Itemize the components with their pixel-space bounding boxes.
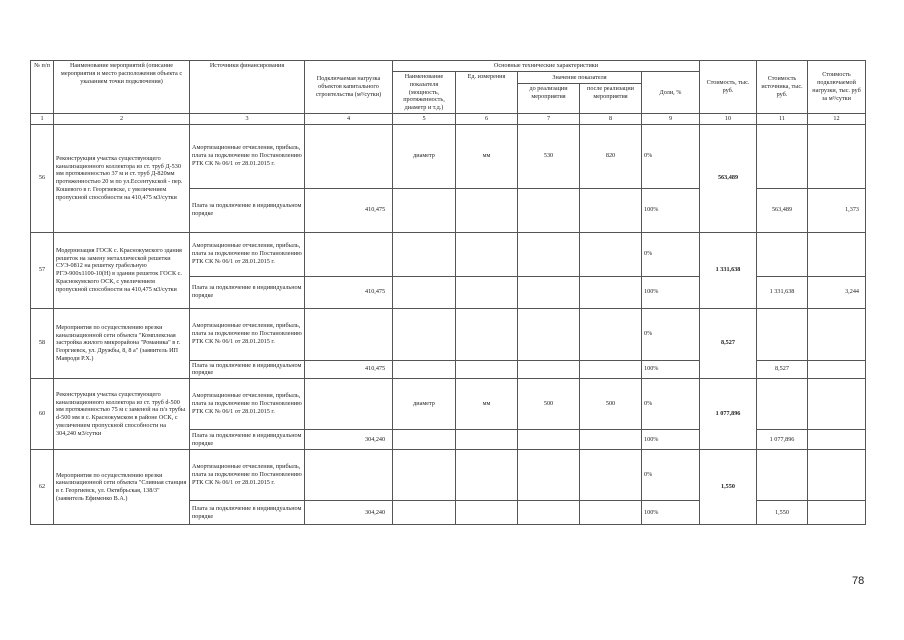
value-before (518, 188, 580, 232)
indicator-unit: мм (456, 124, 518, 188)
value-after (580, 308, 642, 360)
value-after (580, 450, 642, 501)
value-after (580, 501, 642, 525)
share-cell: 100% (642, 188, 700, 232)
source-cost-cell (757, 124, 808, 188)
financing-source: Амортизационные отчисления, прибыль, плата за подключение по Постановлению РТК СК № 06/1 от 28.01.2015 г. (190, 379, 305, 430)
cost-total: 1,550 (700, 450, 757, 525)
indicator-name: диаметр (393, 379, 456, 430)
header-indicator-value: Значение показателя (518, 72, 642, 84)
investment-table (30, 60, 866, 525)
value-after (580, 188, 642, 232)
column-number-cell: 3 (190, 113, 305, 124)
column-number-cell: 8 (580, 113, 642, 124)
column-number-cell: 2 (54, 113, 190, 124)
load-cost: 1,373 (808, 188, 866, 232)
load-cost (808, 360, 866, 379)
load-cell (305, 450, 393, 501)
header-name: Наименование мероприятий (описание мероприятия и место расположения объекта с указанием точки подключения) (54, 61, 190, 114)
measure-description: Модернизация ГОСК с. Краснокумского здания решеток на замену металлической решетки СУЭ-0812 на решетку грабельную РГЭ-900х1100-10(Н) в здании решеток ГОСК с. Краснокумского ОСК, с увеличением пропускной способности на 410,475 м3/сутки (54, 232, 190, 308)
share-cell: 0% (642, 379, 700, 430)
column-number-cell: 4 (305, 113, 393, 124)
indicator-unit (456, 360, 518, 379)
financing-source: Плата за подключение в индивидуальном порядке (190, 360, 305, 379)
cost-total: 563,489 (700, 124, 757, 232)
indicator-name: диаметр (393, 124, 456, 188)
table-row (31, 450, 866, 501)
table-row (31, 308, 866, 360)
table-row (31, 124, 866, 188)
indicator-name (393, 450, 456, 501)
financing-source: Амортизационные отчисления, прибыль, плата за подключение по Постановлению РТК СК № 06/1 от 28.01.2015 г. (190, 124, 305, 188)
share-cell: 0% (642, 124, 700, 188)
source-cost: 1,550 (757, 501, 808, 525)
load-cell (305, 308, 393, 360)
row-number: 58 (31, 308, 54, 379)
load-cost-cell (808, 450, 866, 501)
column-number-cell: 1 (31, 113, 54, 124)
source-cost-cell (757, 450, 808, 501)
load-value: 410,475 (305, 188, 393, 232)
load-cost (808, 430, 866, 450)
source-cost: 1 331,638 (757, 276, 808, 308)
load-cell (305, 379, 393, 430)
value-after (580, 430, 642, 450)
load-cost-cell (808, 379, 866, 430)
value-before (518, 276, 580, 308)
header-cost: Стоимость, тыс. руб. (700, 61, 757, 114)
header-share: Доли, % (642, 72, 700, 114)
value-before (518, 308, 580, 360)
indicator-name (393, 430, 456, 450)
header-load-cost: Стоимость подключаемой нагрузки, тыс. руб за м³/сутки (808, 61, 866, 114)
indicator-unit (456, 450, 518, 501)
header-source-cost: Стоимость источника, тыс. руб. (757, 61, 808, 114)
column-number-cell: 10 (700, 113, 757, 124)
table-row (31, 232, 866, 276)
indicator-name (393, 308, 456, 360)
value-before (518, 450, 580, 501)
load-value: 304,240 (305, 430, 393, 450)
source-cost-cell (757, 308, 808, 360)
measure-description: Мероприятия по осуществлению врезки канализационной сети объекта "Сливная станция в г. Георгиевск, ул. Октябрьская, 138/3" (заявитель Ефименко В.А.) (54, 450, 190, 525)
load-cost-cell (808, 308, 866, 360)
page-number: 78 (852, 575, 865, 587)
row-number: 62 (31, 450, 54, 525)
financing-source: Плата за подключение в индивидуальном порядке (190, 430, 305, 450)
measure-description: Реконструкция участка существующего канализационного коллектора из ст. труб d-500 мм протяженностью 75 м с заменой на п/э трубы d-500 мм в с. Краснокумском в районе ОСК, с увеличением пропускной способности на 304,240 м3/сутки (54, 379, 190, 450)
indicator-name (393, 501, 456, 525)
financing-source: Амортизационные отчисления, прибыль, плата за подключение по Постановлению РТК СК № 06/1 от 28.01.2015 г. (190, 308, 305, 360)
header-after: после реализации мероприятия (580, 83, 642, 113)
header-unit: Ед. измерения (456, 72, 518, 114)
source-cost: 8,527 (757, 360, 808, 379)
load-cell (305, 232, 393, 276)
share-cell: 0% (642, 232, 700, 276)
indicator-unit (456, 232, 518, 276)
value-after (580, 276, 642, 308)
load-value: 410,475 (305, 276, 393, 308)
load-cost (808, 501, 866, 525)
load-cell (305, 124, 393, 188)
header-before: до реализации мероприятия (518, 83, 580, 113)
source-cost: 1 077,896 (757, 430, 808, 450)
header-source: Источники финансирования (190, 61, 305, 114)
source-cost: 563,489 (757, 188, 808, 232)
share-cell: 100% (642, 360, 700, 379)
row-number: 60 (31, 379, 54, 450)
indicator-name (393, 188, 456, 232)
indicator-unit (456, 308, 518, 360)
indicator-unit (456, 276, 518, 308)
value-after (580, 360, 642, 379)
measure-description: Реконструкция участка существующего канализационного коллектора из ст. труб Д-530 мм протяженностью 37 м и ст. труб Д-820мм протяженностью 20 м по ул.Ессентукской - пер. Кошевого в г. Георгиевске, с увеличением пропускной способности на 410,475 м3/сутки (54, 124, 190, 232)
measure-description: Мероприятия по осуществлению врезки канализационной сети объекта "Комплексная застройка жилого микрорайона "Романика" в г. Георгиевск, ул. Дружбы, 8, 8 а" (заявитель ИП Мавроди Р.Х.) (54, 308, 190, 379)
load-value: 410,475 (305, 360, 393, 379)
indicator-name (393, 360, 456, 379)
value-after (580, 232, 642, 276)
value-after: 820 (580, 124, 642, 188)
value-before (518, 232, 580, 276)
indicator-name (393, 232, 456, 276)
financing-source: Плата за подключение в индивидуальном порядке (190, 501, 305, 525)
share-cell: 0% (642, 308, 700, 360)
value-after: 500 (580, 379, 642, 430)
share-cell: 100% (642, 501, 700, 525)
indicator-unit: мм (456, 379, 518, 430)
value-before (518, 501, 580, 525)
table-row (31, 379, 866, 430)
column-number-cell: 11 (757, 113, 808, 124)
value-before (518, 360, 580, 379)
load-value: 304,240 (305, 501, 393, 525)
indicator-unit (456, 430, 518, 450)
share-cell: 100% (642, 276, 700, 308)
header-load: Подключаемая нагрузка объектов капитального строительства (м³/сутки) (305, 61, 393, 114)
header-num: № п/п (31, 61, 54, 114)
load-cost-cell (808, 124, 866, 188)
column-number-cell: 12 (808, 113, 866, 124)
indicator-unit (456, 188, 518, 232)
column-number-cell: 9 (642, 113, 700, 124)
financing-source: Амортизационные отчисления, прибыль, плата за подключение по Постановлению РТК СК № 06/1 от 28.01.2015 г. (190, 232, 305, 276)
cost-total: 1 331,638 (700, 232, 757, 308)
source-cost-cell (757, 379, 808, 430)
financing-source: Плата за подключение в индивидуальном порядке (190, 188, 305, 232)
row-number: 57 (31, 232, 54, 308)
header-indicator-name: Наименование показателя (мощность, протяженность, диаметр и т.д.) (393, 72, 456, 114)
load-cost-cell (808, 232, 866, 276)
value-before: 530 (518, 124, 580, 188)
column-number-cell: 5 (393, 113, 456, 124)
cost-total: 1 077,896 (700, 379, 757, 450)
cost-total: 8,527 (700, 308, 757, 379)
column-number-cell: 6 (456, 113, 518, 124)
indicator-unit (456, 501, 518, 525)
value-before: 500 (518, 379, 580, 430)
header-main-specs: Основные технические характеристики (393, 61, 700, 72)
value-before (518, 430, 580, 450)
share-cell: 100% (642, 430, 700, 450)
indicator-name (393, 276, 456, 308)
load-cost: 3,244 (808, 276, 866, 308)
share-cell: 0% (642, 450, 700, 501)
financing-source: Плата за подключение в индивидуальном порядке (190, 276, 305, 308)
column-number-cell: 7 (518, 113, 580, 124)
source-cost-cell (757, 232, 808, 276)
financing-source: Амортизационные отчисления, прибыль, плата за подключение по Постановлению РТК СК № 06/1 от 28.01.2015 г. (190, 450, 305, 501)
row-number: 56 (31, 124, 54, 232)
